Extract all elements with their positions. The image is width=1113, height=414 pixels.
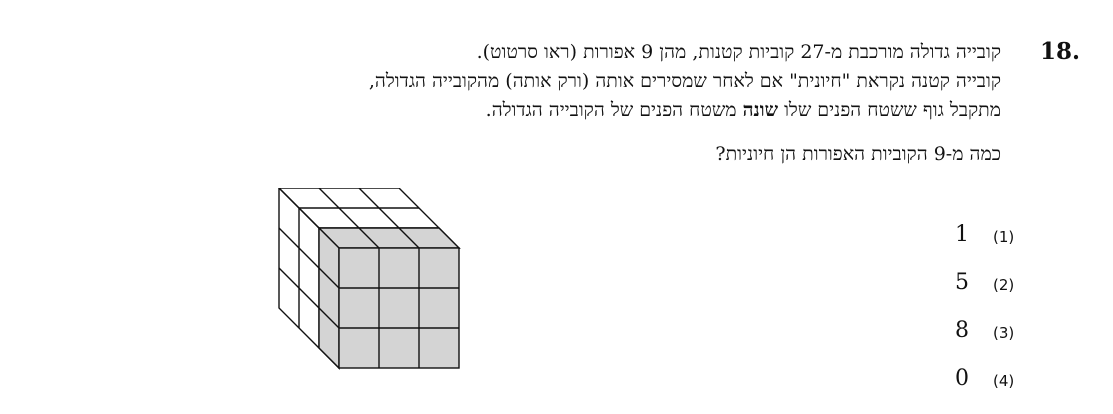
gray-top-strip [319,228,459,248]
question-line-2: קובייה קטנה נקראת "חיונית" אם לאחר שמסירים אותה (ורק אותה) מהקובייה הגדולה, [368,70,1001,92]
answer-label: (3) [993,324,1015,342]
question-prompt: כמה מ-9 הקוביות האפורות הן חיוניות? [715,143,1001,165]
answer-label: (2) [993,276,1015,294]
answer-options [955,222,1025,414]
answer-label: (4) [993,372,1015,390]
gray-side-strip [319,228,339,368]
bold-word-different: שונה [742,99,779,121]
line-3-end: משטח הפנים של הקובייה הגדולה. [485,99,743,121]
question-line-3 [141,96,1001,125]
answer-value: 5 [955,270,969,295]
question-line-1: קובייה גדולה מורכבת מ-27 קוביות קטנות, מהן 9 אפורות (ראו סרטוט). [476,41,1001,63]
answer-option-1[interactable] [955,222,1025,270]
answer-label: (1) [993,228,1015,246]
answer-option-3[interactable] [955,318,1025,366]
answer-value: 0 [955,366,969,391]
gray-cubes [319,228,459,368]
answer-value: 8 [955,318,969,343]
answer-value: 1 [955,222,969,247]
question-number: 18. [1040,38,1081,65]
gray-front-face [339,248,459,368]
cube-figure [275,188,465,378]
answer-option-2[interactable] [955,270,1025,318]
answer-option-4[interactable] [955,366,1025,414]
line-3-start: מתקבל גוף ששטח הפנים שלו [778,99,1001,121]
question-text [141,38,1001,125]
